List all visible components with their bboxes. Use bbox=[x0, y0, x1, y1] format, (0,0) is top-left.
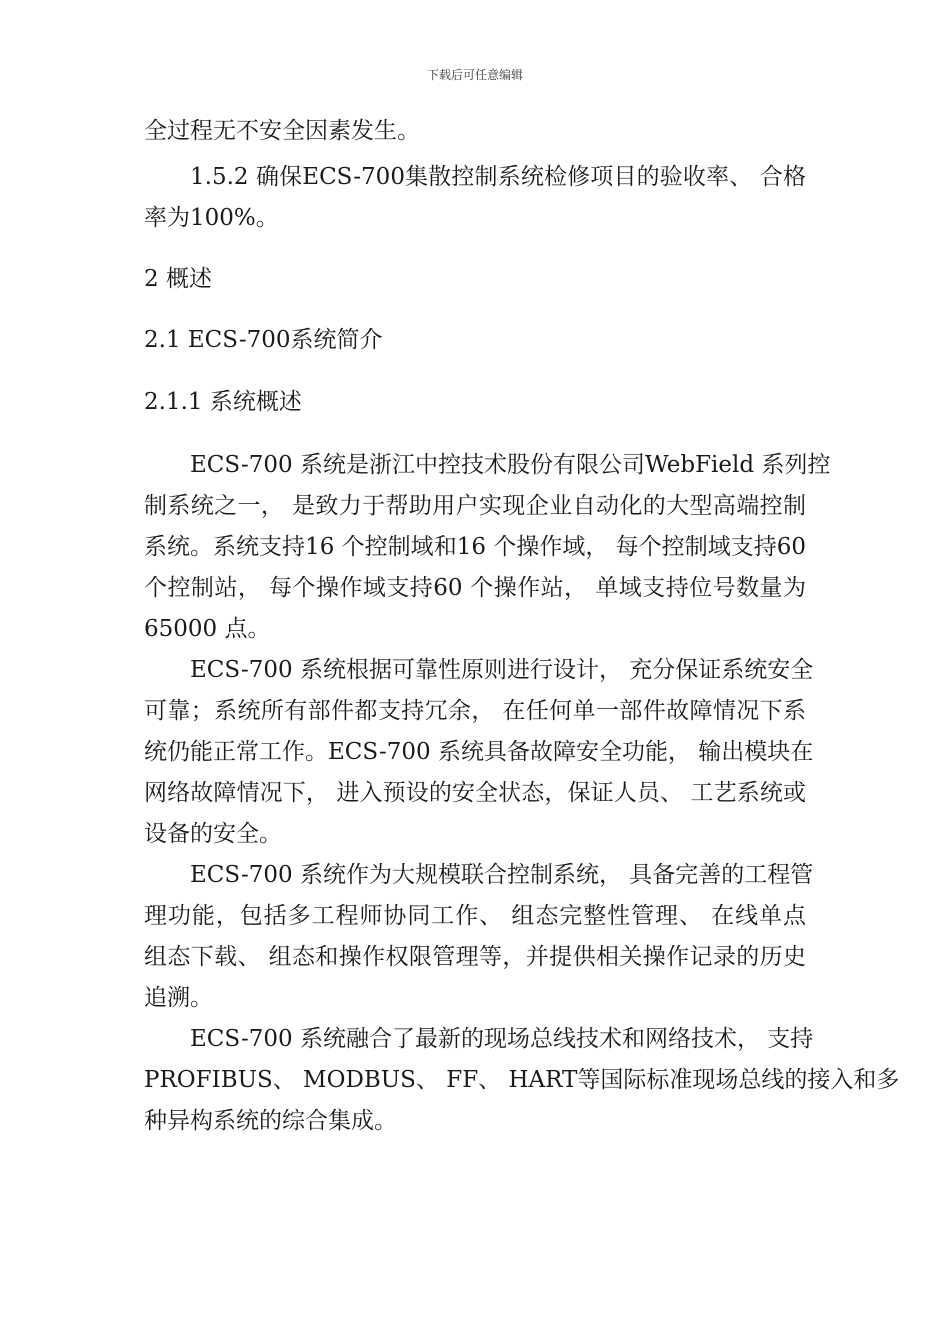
text-line: 率为100%。 bbox=[144, 205, 279, 231]
paragraph-3-line: ECS-700 系统作为大规模联合控制系统， 具备完善的工程管 bbox=[190, 862, 814, 888]
paragraph-2-line: 设备的安全。 bbox=[144, 821, 282, 847]
paragraph-3-line: 理功能，包括多工程师协同工作、 组态完整性管理、 在线单点 bbox=[144, 903, 806, 929]
section-heading-2-1-1: 2.1.1 系统概述 bbox=[144, 389, 302, 415]
paragraph-4-line: PROFIBUS、 MODBUS、 FF、 HART等国际标准现场总线的接入和多 bbox=[144, 1067, 900, 1093]
paragraph-4-line: ECS-700 系统融合了最新的现场总线技术和网络技术， 支持 bbox=[190, 1026, 814, 1052]
text-line: 全过程无不安全因素发生。 bbox=[144, 118, 420, 144]
paragraph-2-line: 可靠；系统所有部件都支持冗余， 在任何单一部件故障情况下系 bbox=[144, 698, 806, 724]
paragraph-4-line: 种异构系统的综合集成。 bbox=[144, 1108, 397, 1134]
item-1-5-2: 1.5.2 确保ECS-700集散控制系统检修项目的验收率、 合格 bbox=[190, 164, 806, 190]
paragraph-1-line: 系统。系统支持16 个控制域和16 个操作域， 每个控制域支持60 bbox=[144, 534, 806, 560]
section-heading-2-1: 2.1 ECS-700系统简介 bbox=[144, 327, 383, 353]
paragraph-1-line: 65000 点。 bbox=[144, 616, 271, 642]
paragraph-2-line: 统仍能正常工作。ECS-700 系统具备故障安全功能， 输出模块在 bbox=[144, 739, 814, 765]
paragraph-2-line: ECS-700 系统根据可靠性原则进行设计， 充分保证系统安全 bbox=[190, 657, 814, 683]
paragraph-1-line: 个控制站， 每个操作域支持60 个操作站， 单域支持位号数量为 bbox=[144, 575, 806, 601]
paragraph-3-line: 追溯。 bbox=[144, 985, 213, 1011]
paragraph-1-line: ECS-700 系统是浙江中控技术股份有限公司WebField 系列控 bbox=[190, 452, 831, 478]
paragraph-1-line: 制系统之一， 是致力于帮助用户实现企业自动化的大型高端控制 bbox=[144, 493, 806, 519]
paragraph-2-line: 网络故障情况下， 进入预设的安全状态，保证人员、 工艺系统或 bbox=[144, 780, 806, 806]
paragraph-3-line: 组态下载、 组态和操作权限管理等，并提供相关操作记录的历史 bbox=[144, 944, 806, 970]
page-header-note: 下载后可任意编辑 bbox=[426, 68, 523, 82]
section-heading-2: 2 概述 bbox=[144, 266, 212, 292]
